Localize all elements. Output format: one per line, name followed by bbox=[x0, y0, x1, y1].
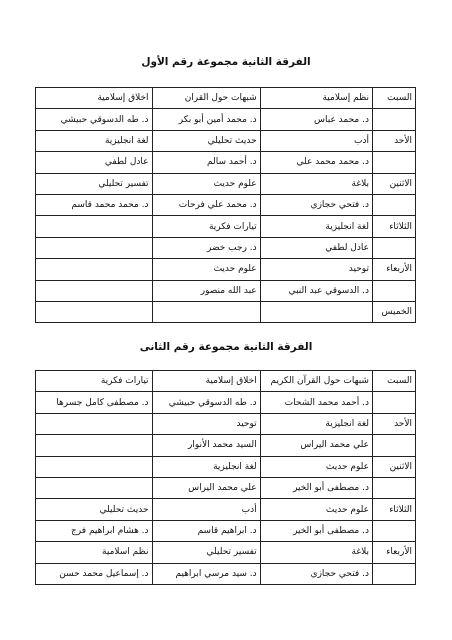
subject-cell: اخلاق إسلامية bbox=[152, 371, 260, 392]
subject-cell: تفسير تحليلي bbox=[152, 542, 260, 563]
teacher-cell: د. سيد مرسي ابراهيم bbox=[152, 563, 260, 584]
subject-cell bbox=[36, 413, 153, 434]
day-cell bbox=[372, 237, 415, 258]
table-2-title: الفرقة الثانية مجموعة رقم الثانى bbox=[139, 341, 313, 353]
teacher-cell: د. طه الدسوقي حبيشي bbox=[152, 392, 260, 413]
day-cell bbox=[372, 280, 415, 301]
table-row bbox=[36, 413, 416, 434]
table-row bbox=[36, 371, 416, 392]
teacher-cell: د. طه الدسوقي حبيشي bbox=[36, 109, 153, 130]
subject-cell: حديث تحليلي bbox=[36, 499, 153, 520]
subject-cell bbox=[36, 301, 153, 322]
subject-cell bbox=[36, 456, 153, 477]
subject-cell: نظم إسلامية bbox=[260, 88, 372, 109]
teacher-cell: د. محمد عباس bbox=[260, 109, 372, 130]
teacher-cell bbox=[36, 280, 153, 301]
teacher-cell: عادل لطفي bbox=[260, 237, 372, 258]
day-cell: الأربعاء bbox=[372, 542, 415, 563]
teacher-cell: د. رجب خضر bbox=[152, 237, 260, 258]
teacher-cell bbox=[36, 477, 153, 498]
table-row bbox=[36, 477, 416, 498]
table-row bbox=[36, 216, 416, 237]
day-cell bbox=[372, 152, 415, 173]
subject-cell: توحيد bbox=[260, 259, 372, 280]
teacher-cell bbox=[36, 237, 153, 258]
day-cell: الثلاثاء bbox=[372, 216, 415, 237]
teacher-cell: د. محمد علي فرحات bbox=[152, 194, 260, 215]
teacher-cell: د. محمد محمد علي bbox=[260, 152, 372, 173]
subject-cell bbox=[36, 259, 153, 280]
teacher-cell: علي محمد اليراس bbox=[152, 477, 260, 498]
subject-cell: اخلاق إسلامية bbox=[36, 88, 153, 109]
subject-cell: تيارات فكرية bbox=[152, 216, 260, 237]
day-cell: السبت bbox=[372, 371, 415, 392]
teacher-cell: د. مصطفى أبو الخير bbox=[260, 520, 372, 541]
table-row bbox=[36, 173, 416, 194]
table-row bbox=[36, 152, 416, 173]
teacher-cell: علي محمد اليراس bbox=[260, 435, 372, 456]
table-row bbox=[36, 392, 416, 413]
subject-cell bbox=[152, 301, 260, 322]
teacher-cell: د. فتحي حجازي bbox=[260, 194, 372, 215]
day-cell bbox=[372, 477, 415, 498]
subject-cell: تيارات فكرية bbox=[36, 371, 153, 392]
table-row bbox=[36, 563, 416, 584]
teacher-cell: د. محمد أمين أبو بكر bbox=[152, 109, 260, 130]
subject-cell: شبهات حول القران bbox=[152, 88, 260, 109]
table-row bbox=[36, 520, 416, 541]
subject-cell: لغة انجليزية bbox=[36, 130, 153, 151]
subject-cell: علوم حديث bbox=[260, 499, 372, 520]
day-cell: الاثنين bbox=[372, 173, 415, 194]
day-cell: الخميس bbox=[372, 301, 415, 322]
teacher-cell: د. محمد محمد قاسم bbox=[36, 194, 153, 215]
table-row bbox=[36, 542, 416, 563]
subject-cell: حديث تحليلي bbox=[152, 130, 260, 151]
table-row bbox=[36, 237, 416, 258]
teacher-cell: د. مصطفى أبو الخير bbox=[260, 477, 372, 498]
table-1-title: الفرقة الثانية مجموعة رقم الأول bbox=[141, 56, 311, 68]
day-cell bbox=[372, 563, 415, 584]
table-row bbox=[36, 301, 416, 322]
table-row bbox=[36, 259, 416, 280]
day-cell bbox=[372, 194, 415, 215]
table-row bbox=[36, 435, 416, 456]
teacher-cell: د. أحمد محمد الشحات bbox=[260, 392, 372, 413]
table-row bbox=[36, 456, 416, 477]
subject-cell: علوم حديث bbox=[260, 456, 372, 477]
teacher-cell: عبد الله منصور bbox=[152, 280, 260, 301]
day-cell bbox=[372, 520, 415, 541]
day-cell: الأحد bbox=[372, 413, 415, 434]
teacher-cell: د. فتحي حجازي bbox=[260, 563, 372, 584]
subject-cell: أدب bbox=[260, 130, 372, 151]
table-row bbox=[36, 109, 416, 130]
day-cell: السبت bbox=[372, 88, 415, 109]
day-cell bbox=[372, 435, 415, 456]
subject-cell: لغة انجليزية bbox=[260, 216, 372, 237]
day-cell: الثلاثاء bbox=[372, 499, 415, 520]
teacher-cell: د. إسماعيل محمد حسن bbox=[36, 563, 153, 584]
teacher-cell: عادل لطفي bbox=[36, 152, 153, 173]
teacher-cell: د. الدسوقي عبد النبي bbox=[260, 280, 372, 301]
day-cell: الأحد bbox=[372, 130, 415, 151]
subject-cell: نظم اسلامية bbox=[36, 542, 153, 563]
table-row bbox=[36, 280, 416, 301]
schedule-table-2 bbox=[35, 370, 416, 585]
subject-cell: لغة انجليزية bbox=[152, 456, 260, 477]
schedule-table-1 bbox=[35, 87, 416, 323]
subject-cell: أدب bbox=[152, 499, 260, 520]
day-cell: الاثنين bbox=[372, 456, 415, 477]
subject-cell: بلاغة bbox=[260, 542, 372, 563]
table-row bbox=[36, 499, 416, 520]
teacher-cell: د. مصطفى كامل جسرها bbox=[36, 392, 153, 413]
day-cell bbox=[372, 109, 415, 130]
table-row bbox=[36, 130, 416, 151]
table-row bbox=[36, 88, 416, 109]
subject-cell bbox=[260, 301, 372, 322]
subject-cell: لغة انجليزية bbox=[260, 413, 372, 434]
day-cell bbox=[372, 392, 415, 413]
subject-cell: علوم حديث bbox=[152, 259, 260, 280]
teacher-cell: د. أحمد سالم bbox=[152, 152, 260, 173]
subject-cell: شبهات حول القرآن الكريم bbox=[260, 371, 372, 392]
teacher-cell: د. هشام ابراهيم فرج bbox=[36, 520, 153, 541]
table-row bbox=[36, 194, 416, 215]
teacher-cell: د. ابراهيم قاسم bbox=[152, 520, 260, 541]
subject-cell: بلاغة bbox=[260, 173, 372, 194]
subject-cell: توحيد bbox=[152, 413, 260, 434]
subject-cell bbox=[36, 216, 153, 237]
subject-cell: علوم حديث bbox=[152, 173, 260, 194]
teacher-cell: السيد محمد الأنوار bbox=[152, 435, 260, 456]
subject-cell: تفسير تحليلي bbox=[36, 173, 153, 194]
teacher-cell bbox=[36, 435, 153, 456]
day-cell: الأربعاء bbox=[372, 259, 415, 280]
